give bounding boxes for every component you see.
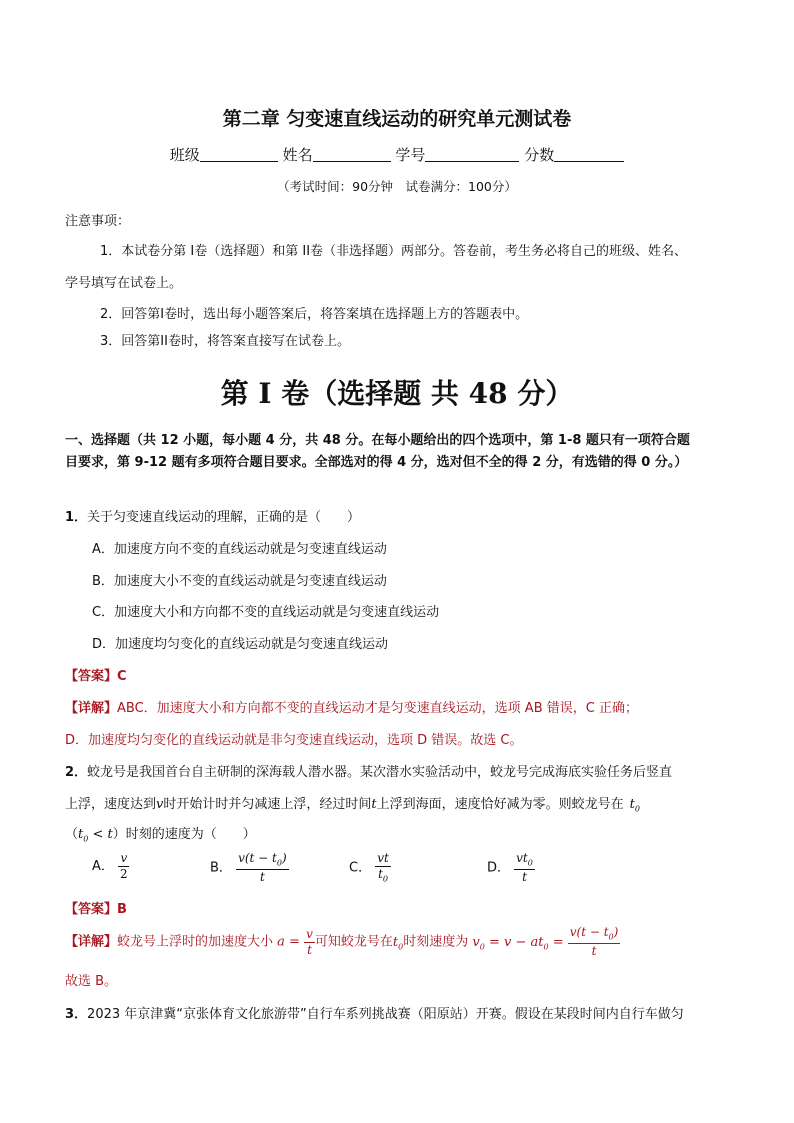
math-v0-eq: $v_0 = v - at_0$ = bbox=[472, 934, 564, 952]
note-line-3: 3．回答第II卷时，将答案直接写在试卷上。 bbox=[100, 334, 350, 349]
math-v: v bbox=[156, 797, 164, 812]
note-line-2: 2．回答第I卷时，选出每小题答案后，将答案填在选择题上方的答题表中。 bbox=[100, 307, 529, 322]
question-3-stem bbox=[65, 1003, 684, 1022]
name-blank[interactable] bbox=[313, 147, 391, 162]
q2-answer: 【答案】B bbox=[65, 902, 127, 917]
note-line-1: 1．本试卷分第 I卷（选择题）和第 II卷（非选择题）两部分。答卷前，考生务必将自己的班级、姓名、 bbox=[100, 244, 688, 259]
notes-heading: 注意事项： bbox=[65, 214, 131, 229]
section-intro-line-1: 一、选择题（共 12 小题，每小题 4 分，共 48 分。在每小题给出的四个选项中，第 1-8 题只有一项符合题 bbox=[65, 433, 690, 448]
student-id-label: 学号 bbox=[395, 146, 426, 164]
detail-text: 蛟龙号上浮时的加速度大小 bbox=[117, 934, 274, 950]
q1-detail-line-2: D．加速度均匀变化的直线运动就是非匀变速直线运动，选项 D 错误。故选 C。 bbox=[65, 733, 523, 748]
student-id-blank[interactable] bbox=[425, 147, 519, 162]
detail-tag: 【详解】 bbox=[65, 701, 118, 716]
question-text: 时刻的速度为（ ） bbox=[125, 827, 256, 842]
fraction-result: $\frac{v(t - t_0)}{t}$ bbox=[569, 925, 619, 959]
fraction-v-over-2: $\frac{v}{2}$ bbox=[120, 851, 128, 882]
section-intro-line-2: 目要求，第 9-12 题有多项符合题目要求。全部选对的得 4 分，选对但不全的得 2 分，有选错的得 0 分。） bbox=[65, 455, 688, 470]
q2-conclusion: 故选 B。 bbox=[65, 974, 118, 989]
q1-answer: 【答案】C bbox=[65, 669, 127, 684]
question-number: 2． bbox=[65, 765, 88, 780]
question-number: 3． bbox=[65, 1007, 88, 1022]
score-blank[interactable] bbox=[554, 147, 624, 162]
class-label: 班级 bbox=[169, 146, 200, 164]
q2-option-b[interactable] bbox=[210, 852, 289, 884]
math-a-eq: a = bbox=[277, 934, 300, 950]
option-label: D． bbox=[487, 860, 511, 876]
option-label: B． bbox=[210, 860, 232, 876]
math-t0: $t_0$ bbox=[392, 934, 404, 952]
q1-detail-line-1 bbox=[65, 697, 638, 716]
question-1-stem bbox=[65, 506, 360, 525]
question-number: 1． bbox=[65, 510, 88, 525]
q2-detail-line-1 bbox=[65, 926, 620, 958]
q2-option-d[interactable] bbox=[487, 852, 535, 884]
question-text: 上浮，速度达到 bbox=[65, 797, 157, 812]
math-condition: $t_0 < t$ bbox=[78, 827, 113, 844]
name-label: 姓名 bbox=[282, 146, 313, 164]
q1-option-a[interactable]: A．加速度方向不变的直线运动就是匀变速直线运动 bbox=[92, 542, 387, 557]
question-2-stem-line-1 bbox=[65, 761, 672, 780]
detail-text: ABC．加速度大小和方向都不变的直线运动才是匀变速直线运动，选项 AB 错误，C 正确； bbox=[117, 701, 638, 716]
section-title: 第 I 卷（选择题 共 48 分） bbox=[220, 377, 574, 410]
q2-option-c[interactable] bbox=[349, 852, 391, 884]
note-line-1-cont: 学号填写在试卷上。 bbox=[65, 276, 183, 291]
detail-text: 时刻速度为 bbox=[403, 934, 469, 950]
q1-option-b[interactable]: B．加速度大小不变的直线运动就是匀变速直线运动 bbox=[92, 574, 387, 589]
fraction-vt0-over-t: $\frac{vt_0}{t}$ bbox=[516, 851, 533, 885]
detail-text: 可知蛟龙号在 bbox=[314, 934, 393, 950]
exam-info: （考试时间：90分钟 试卷满分：100分） bbox=[277, 179, 517, 194]
q1-option-d[interactable]: D．加速度均匀变化的直线运动就是匀变速直线运动 bbox=[92, 637, 389, 652]
q1-option-c[interactable]: C．加速度大小和方向都不变的直线运动就是匀变速直线运动 bbox=[92, 605, 440, 620]
option-label: A． bbox=[92, 859, 114, 875]
question-text: 关于匀变速直线运动的理解，正确的是（ ） bbox=[87, 510, 361, 525]
math-t0: $t_0$ bbox=[629, 797, 640, 814]
question-text: 蛟龙号是我国首台自主研制的深海载人潜水器。某次潜水实验活动中，蛟龙号完成海底实验任务后竖直 bbox=[87, 765, 673, 780]
score-label: 分数 bbox=[524, 146, 555, 164]
question-text: 上浮到海面，速度恰好减为零。则蛟龙号在 bbox=[376, 797, 624, 812]
detail-tag: 【详解】 bbox=[65, 934, 118, 950]
fraction-v-over-t: $\frac{v}{t}$ bbox=[306, 926, 313, 957]
q2-option-a[interactable] bbox=[92, 852, 130, 881]
question-2-stem-line-2 bbox=[65, 793, 640, 814]
fraction-v-t-minus-t0-over-t: $\frac{v(t - t_0)}{t}$ bbox=[238, 851, 287, 885]
question-text: 时开始计时并匀减速上浮，经过时间 bbox=[163, 797, 372, 812]
option-label: C． bbox=[349, 860, 372, 876]
fraction-vt-over-t0: $\frac{vt}{t_0}$ bbox=[377, 851, 389, 884]
question-text: 2023 年京津冀“京张体育文化旅游带”自行车系列挑战赛（阳原站）开赛。假设在某段时间内自行车做匀 bbox=[87, 1007, 684, 1022]
question-2-stem-line-3: $(t_0 < t)$时刻的速度为（ ） bbox=[65, 827, 256, 844]
math-t: t bbox=[371, 797, 377, 812]
page-title: 第二章 匀变速直线运动的研究单元测试卷 bbox=[222, 108, 572, 130]
student-info-line bbox=[0, 144, 794, 165]
class-blank[interactable] bbox=[200, 147, 278, 162]
